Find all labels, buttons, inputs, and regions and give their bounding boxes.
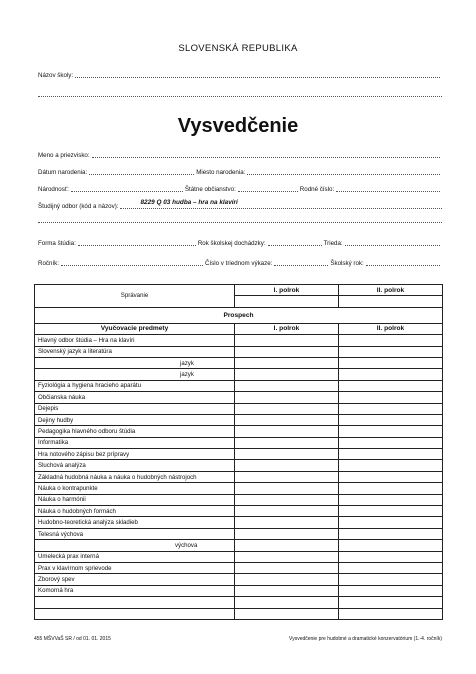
subject-row — [35, 597, 443, 608]
subject-term2-grade[interactable] — [339, 471, 443, 482]
behavior-term1-header: I. polrok — [235, 285, 339, 296]
subject-row — [35, 506, 443, 517]
subject-term1-grade[interactable] — [235, 471, 339, 482]
subject-term1-grade[interactable] — [235, 528, 339, 539]
subject-name: Zborový spev — [35, 574, 235, 585]
subject-row — [35, 562, 443, 573]
subject-row — [35, 426, 443, 437]
behavior-header-row — [35, 285, 443, 296]
subject-term2-grade[interactable] — [339, 426, 443, 437]
behavior-term1-cell[interactable] — [235, 296, 339, 307]
subject-name: Náuka o hudobných formách — [35, 506, 235, 517]
subject-name: Prax v klavírnom sprievode — [35, 562, 235, 573]
subject-term2-grade[interactable] — [339, 380, 443, 391]
school-year-dots[interactable] — [366, 260, 440, 266]
subject-name: Umelecká prax interná — [35, 551, 235, 562]
name-dots — [92, 152, 440, 158]
republic-heading: SLOVENSKÁ REPUBLIKA — [178, 43, 298, 54]
subject-row — [35, 540, 443, 551]
subject-term1-grade[interactable] — [235, 460, 339, 471]
subject-term1-grade[interactable] — [235, 346, 339, 357]
subject-row — [35, 585, 443, 596]
subject-term2-grade[interactable] — [339, 392, 443, 403]
subject-term2-grade[interactable] — [339, 551, 443, 562]
subject-term1-grade[interactable] — [235, 608, 339, 619]
school-name-label: Názov školy: — [38, 72, 74, 79]
subject-name — [35, 597, 235, 608]
subject-name: Základná hudobná náuka a náuka o hudobných nástrojoch — [35, 471, 235, 482]
subject-row — [35, 380, 443, 391]
subject-term1-grade[interactable] — [235, 414, 339, 425]
subject-term2-grade[interactable] — [339, 585, 443, 596]
subject-term1-grade[interactable] — [235, 597, 339, 608]
school-name-field[interactable] — [38, 72, 442, 79]
subject-term1-grade[interactable] — [235, 357, 339, 368]
subject-name: Informatika — [35, 437, 235, 448]
subject-row — [35, 494, 443, 505]
subject-term1-grade[interactable] — [235, 540, 339, 551]
subject-term2-grade[interactable] — [339, 506, 443, 517]
subject-row — [35, 369, 443, 380]
subject-term1-grade[interactable] — [235, 380, 339, 391]
study-form-row — [38, 240, 442, 247]
study-field-value: 8229 Q 03 hudba – hra na klavíri — [140, 199, 238, 206]
subject-name: Komorná hra — [35, 585, 235, 596]
subject-term1-grade[interactable] — [235, 494, 339, 505]
subject-term2-grade[interactable] — [339, 346, 443, 357]
subject-name: Občianska náuka — [35, 392, 235, 403]
school-name-continuation — [38, 96, 442, 97]
behavior-term2-cell[interactable] — [339, 296, 443, 307]
study-form-dots[interactable] — [78, 240, 196, 246]
subject-term2-grade[interactable] — [339, 574, 443, 585]
subject-term2-grade[interactable] — [339, 608, 443, 619]
subject-name — [35, 608, 235, 619]
subject-term2-grade[interactable] — [339, 357, 443, 368]
subject-name: Sluchová analýza — [35, 460, 235, 471]
subject-row — [35, 403, 443, 414]
birth-number-dots[interactable] — [336, 186, 440, 192]
subject-term1-grade[interactable] — [235, 437, 339, 448]
subject-name: Dejepis — [35, 403, 235, 414]
study-field-value-area — [120, 199, 442, 209]
subject-row — [35, 392, 443, 403]
subject-name: Fyziológia a hygiena hracieho aparátu — [35, 380, 235, 391]
subject-term1-grade[interactable] — [235, 335, 339, 346]
footer-form-code: 455 MŠVVaŠ SR / od 01. 01. 2015 — [34, 636, 111, 642]
behavior-term2-header: II. polrok — [339, 285, 443, 296]
register-dots[interactable] — [274, 260, 328, 266]
subject-term2-grade[interactable] — [339, 540, 443, 551]
footer-document-type: Vysvedčenie pre hudobné a dramatické konzervatórium (1.-4. ročník) — [289, 636, 442, 642]
grade-row — [38, 260, 442, 267]
subject-name: Náuka o harmónii — [35, 494, 235, 505]
subject-name: Telesná výchova — [35, 528, 235, 539]
subjects-term1-header: I. polrok — [235, 323, 339, 334]
subject-name: jazyk — [35, 357, 235, 368]
birth-date-dots[interactable] — [89, 169, 194, 175]
subject-row — [35, 449, 443, 460]
grade-dots[interactable] — [61, 260, 203, 266]
subject-term2-grade[interactable] — [339, 528, 443, 539]
document-title: Vysvedčenie — [177, 115, 299, 137]
subject-name: jazyk — [35, 369, 235, 380]
subject-term2-grade[interactable] — [339, 403, 443, 414]
nationality-label: Národnosť: — [38, 186, 69, 193]
subject-term1-grade[interactable] — [235, 403, 339, 414]
subject-term2-grade[interactable] — [339, 562, 443, 573]
subject-row — [35, 460, 443, 471]
subject-term2-grade[interactable] — [339, 597, 443, 608]
subject-name: Slovenský jazyk a literatúra — [35, 346, 235, 357]
subject-term2-grade[interactable] — [339, 449, 443, 460]
study-field-continuation — [38, 222, 442, 223]
subject-name: Náuka o kontrapunkte — [35, 483, 235, 494]
citizenship-dots[interactable] — [238, 186, 298, 192]
subject-row — [35, 551, 443, 562]
subject-name: Hudobno-teoretická analýza skladieb — [35, 517, 235, 528]
subject-name: výchova — [35, 540, 235, 551]
attendance-year-label: Rok školskej dochádzky: — [197, 240, 266, 247]
subject-term1-grade[interactable] — [235, 392, 339, 403]
subject-row — [35, 517, 443, 528]
subjects-header: Vyučovacie predmety — [35, 323, 235, 334]
birth-place-label: Miesto narodenia: — [196, 169, 246, 176]
grade-label: Ročník: — [38, 260, 59, 267]
subject-name: Pedagogika hlavného odboru štúdia — [35, 426, 235, 437]
subject-term2-grade[interactable] — [339, 335, 443, 346]
subject-row — [35, 437, 443, 448]
school-year-label: Školský rok: — [330, 260, 364, 267]
study-form-label: Forma štúdia: — [38, 240, 76, 247]
subject-term2-grade[interactable] — [339, 517, 443, 528]
register-label: Číslo v triednom výkaze: — [204, 260, 273, 267]
subjects-term2-header: II. polrok — [339, 323, 443, 334]
grades-table — [34, 284, 443, 620]
subject-term2-grade[interactable] — [339, 460, 443, 471]
subject-term1-grade[interactable] — [235, 562, 339, 573]
subject-term2-grade[interactable] — [339, 437, 443, 448]
progress-row — [35, 307, 443, 323]
progress-label: Prospech — [35, 307, 443, 323]
subject-name: Dejiny hudby — [35, 414, 235, 425]
study-field-label: Študijný odbor (kód a názov): — [38, 203, 119, 210]
subject-row — [35, 471, 443, 482]
subject-row — [35, 574, 443, 585]
subject-term1-grade[interactable] — [235, 483, 339, 494]
subject-row — [35, 528, 443, 539]
subject-term1-grade[interactable] — [235, 517, 339, 528]
subject-name: Hlavný odbor štúdia – Hra na klavíri — [35, 335, 235, 346]
subject-term2-grade[interactable] — [339, 494, 443, 505]
birth-number-label: Rodné číslo: — [299, 186, 335, 193]
subject-row — [35, 357, 443, 368]
birth-row — [38, 169, 442, 176]
subject-term1-grade[interactable] — [235, 585, 339, 596]
subject-term2-grade[interactable] — [339, 483, 443, 494]
nationality-row — [38, 186, 442, 193]
subject-row — [35, 346, 443, 357]
name-label: Meno a priezvisko: — [38, 152, 90, 159]
attendance-year-dots[interactable] — [268, 240, 322, 246]
subject-row — [35, 608, 443, 619]
subject-term1-grade[interactable] — [235, 426, 339, 437]
nationality-dots[interactable] — [71, 186, 183, 192]
behavior-label: Správanie — [35, 285, 235, 308]
subject-row — [35, 483, 443, 494]
subject-term1-grade[interactable] — [235, 506, 339, 517]
birth-place-dots[interactable] — [247, 169, 440, 175]
subject-row — [35, 335, 443, 346]
subject-row — [35, 414, 443, 425]
subject-term1-grade[interactable] — [235, 574, 339, 585]
birth-date-label: Dátum narodenia: — [38, 169, 88, 176]
subject-name: Hra notového zápisu bez prípravy — [35, 449, 235, 460]
subject-term2-grade[interactable] — [339, 414, 443, 425]
school-name-dots — [75, 72, 440, 78]
class-dots[interactable] — [345, 240, 440, 246]
citizenship-label: Štátne občianstvo: — [184, 186, 236, 193]
name-field[interactable] — [38, 152, 442, 159]
class-label: Trieda: — [323, 240, 343, 247]
subject-term1-grade[interactable] — [235, 369, 339, 380]
subject-term1-grade[interactable] — [235, 449, 339, 460]
study-field-row[interactable] — [38, 199, 442, 210]
subject-term1-grade[interactable] — [235, 551, 339, 562]
subject-term2-grade[interactable] — [339, 369, 443, 380]
subjects-header-row — [35, 323, 443, 334]
